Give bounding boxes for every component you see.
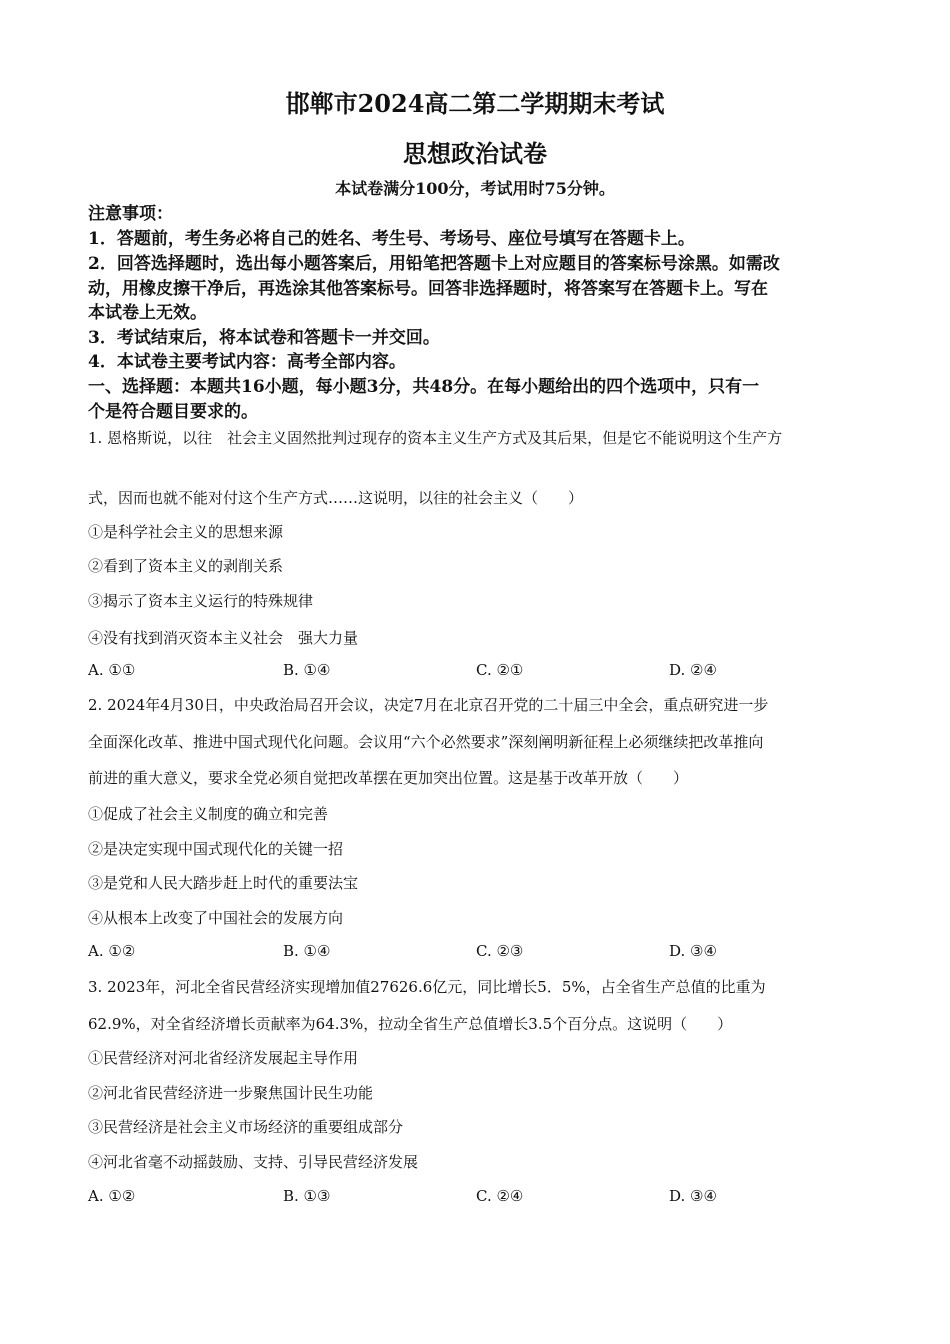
question-option: ①是科学社会主义的思想来源 <box>88 523 284 541</box>
question-stem: 全面深化改革、推进中国式现代化问题。会议用“六个必然要求”深刻阐明新征程上必须继续把改革推向 <box>88 733 764 751</box>
notice-item: 动，用橡皮擦干净后，再选涂其他答案标号。回答非选择题时，将答案写在答题卡上。写在 <box>88 279 768 299</box>
choice-a: A. ①② <box>88 942 136 960</box>
question-option: ②河北省民营经济进一步聚焦国计民生功能 <box>88 1084 374 1102</box>
question-option: ②看到了资本主义的剥削关系 <box>88 557 284 575</box>
question-stem: 2. 2024年4月30日，中央政治局召开会议，决定7月在北京召开党的二十届三中全会，重点研究进一步 <box>88 696 769 714</box>
exam-title: 邯郸市2024高二第二学期期末考试 <box>285 89 665 118</box>
notice-heading: 注意事项： <box>88 204 173 224</box>
question-option: ④河北省毫不动摇鼓励、支持、引导民营经济发展 <box>88 1153 419 1171</box>
question-option: ③民营经济是社会主义市场经济的重要组成部分 <box>88 1118 404 1136</box>
question-option: ②是决定实现中国式现代化的关键一招 <box>88 840 344 858</box>
choice-a: A. ①② <box>88 1187 136 1205</box>
question-stem: 1. 恩格斯说，以往 社会主义固然批判过现存的资本主义生产方式及其后果，但是它不能说明这个生产方 <box>88 429 783 447</box>
notice-item: 2．回答选择题时，选出每小题答案后，用铅笔把答题卡上对应题目的答案标号涂黑。如需改 <box>88 254 780 274</box>
question-option: ④没有找到消灭资本主义社会 强大力量 <box>88 629 359 647</box>
question-option: ④从根本上改变了中国社会的发展方向 <box>88 909 344 927</box>
notice-item: 1．答题前，考生务必将自己的姓名、考生号、考场号、座位号填写在答题卡上。 <box>88 229 695 249</box>
question-stem: 3. 2023年，河北全省民营经济实现增加值27626.6亿元，同比增长5．5%，占全省生产总值的比重为 <box>88 978 766 996</box>
choice-a: A. ①① <box>88 661 136 679</box>
choice-d: D. ③④ <box>669 1187 717 1205</box>
choice-d: D. ③④ <box>669 942 717 960</box>
section-heading-line: 一、选择题：本题共16小题，每小题3分，共48分。在每小题给出的四个选项中，只有一 <box>88 377 760 397</box>
notice-item: 本试卷上无效。 <box>88 303 207 323</box>
exam-subtitle: 思想政治试卷 <box>403 139 547 168</box>
question-stem: 62.9%，对全省经济增长贡献率为64.3%，拉动全省生产总值增长3.5个百分点。这说明（ ） <box>88 1015 733 1033</box>
notice-item: 3．考试结束后，将本试卷和答题卡一并交回。 <box>88 328 440 348</box>
question-option: ①民营经济对河北省经济发展起主导作用 <box>88 1049 359 1067</box>
question-option: ③是党和人民大踏步赶上时代的重要法宝 <box>88 874 359 892</box>
section-heading-line: 个是符合题目要求的。 <box>88 402 258 422</box>
question-option: ③揭示了资本主义运行的特殊规律 <box>88 592 314 610</box>
question-stem: 式，因而也就不能对付这个生产方式……这说明，以往的社会主义（ ） <box>88 489 584 507</box>
question-stem: 前进的重大意义，要求全党必须自觉把改革摆在更加突出位置。这是基于改革开放（ ） <box>88 769 689 787</box>
notice-item: 4．本试卷主要考试内容：高考全部内容。 <box>88 352 406 372</box>
choice-b: B. ①④ <box>283 661 331 679</box>
choice-c: C. ②④ <box>476 1187 524 1205</box>
choice-b: B. ①④ <box>283 942 331 960</box>
question-option: ①促成了社会主义制度的确立和完善 <box>88 805 329 823</box>
choice-d: D. ②④ <box>669 661 717 679</box>
exam-note: 本试卷满分100分，考试用时75分钟。 <box>335 179 615 198</box>
choice-c: C. ②① <box>476 661 524 679</box>
choice-b: B. ①③ <box>283 1187 331 1205</box>
choice-c: C. ②③ <box>476 942 524 960</box>
